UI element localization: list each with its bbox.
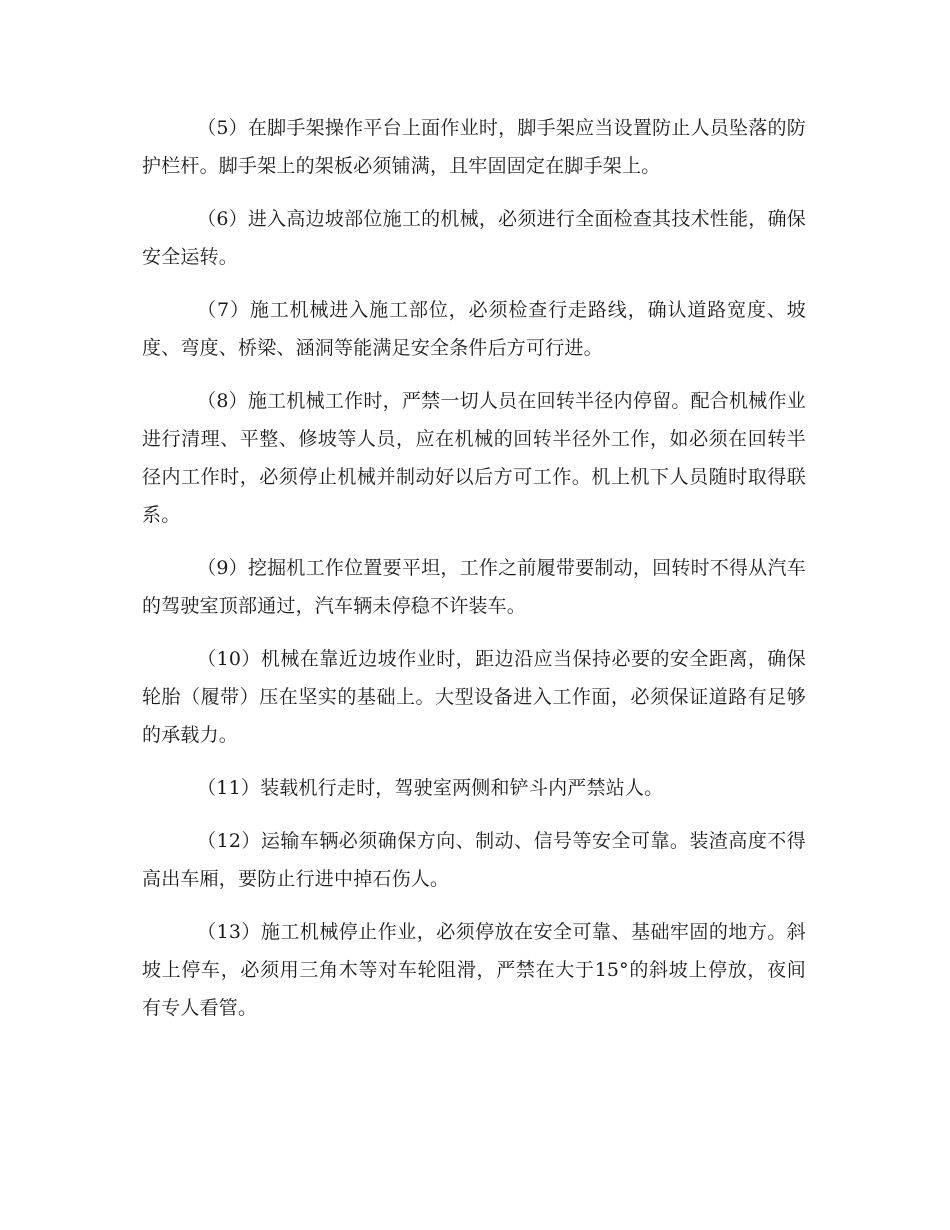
- paragraph-item-6: （6）进入高边坡部位施工的机械，必须进行全面检查其技术性能，确保安全运转。: [142, 208, 806, 268]
- paragraph-item-7: （7）施工机械进入施工部位，必须检查行走路线，确认道路宽度、坡度、弯度、桥梁、涵洞等能满足安全条件后方可行进。: [142, 299, 806, 359]
- paragraph-item-11: （11）装载机行走时，驾驶室两侧和铲斗内严禁站人。: [197, 777, 664, 799]
- paragraph-item-9: （9）挖掘机工作位置要平坦，工作之前履带要制动，回转时不得从汽车的驾驶室顶部通过，汽车辆未停稳不许装车。: [142, 557, 806, 617]
- paragraph-item-8: （8）施工机械工作时，严禁一切人员在回转半径内停留。配合机械作业进行清理、平整、修坡等人员，应在机械的回转半径外工作，如必须在回转半径内工作时，必须停止机械并制动好以后方可工作。机上机下人员随时取得联系。: [142, 390, 806, 526]
- paragraph-item-12: （12）运输车辆必须确保方向、制动、信号等安全可靠。装渣高度不得高出车厢，要防止行进中掉石伤人。: [142, 830, 806, 890]
- paragraph-item-10: （10）机械在靠近边坡作业时，距边沿应当保持必要的安全距离，确保轮胎（履带）压在坚实的基础上。大型设备进入工作面，必须保证道路有足够的承载力。: [142, 648, 806, 746]
- document-body: [142, 109, 806, 1042]
- paragraph-item-13: （13）施工机械停止作业，必须停放在安全可靠、基础牢固的地方。斜坡上停车，必须用三角木等对车轮阻滑，严禁在大于15°的斜坡上停放，夜间有专人看管。: [142, 921, 806, 1019]
- paragraph-item-5: （5）在脚手架操作平台上面作业时，脚手架应当设置防止人员坠落的防护栏杆。脚手架上的架板必须铺满，且牢固固定在脚手架上。: [142, 117, 806, 177]
